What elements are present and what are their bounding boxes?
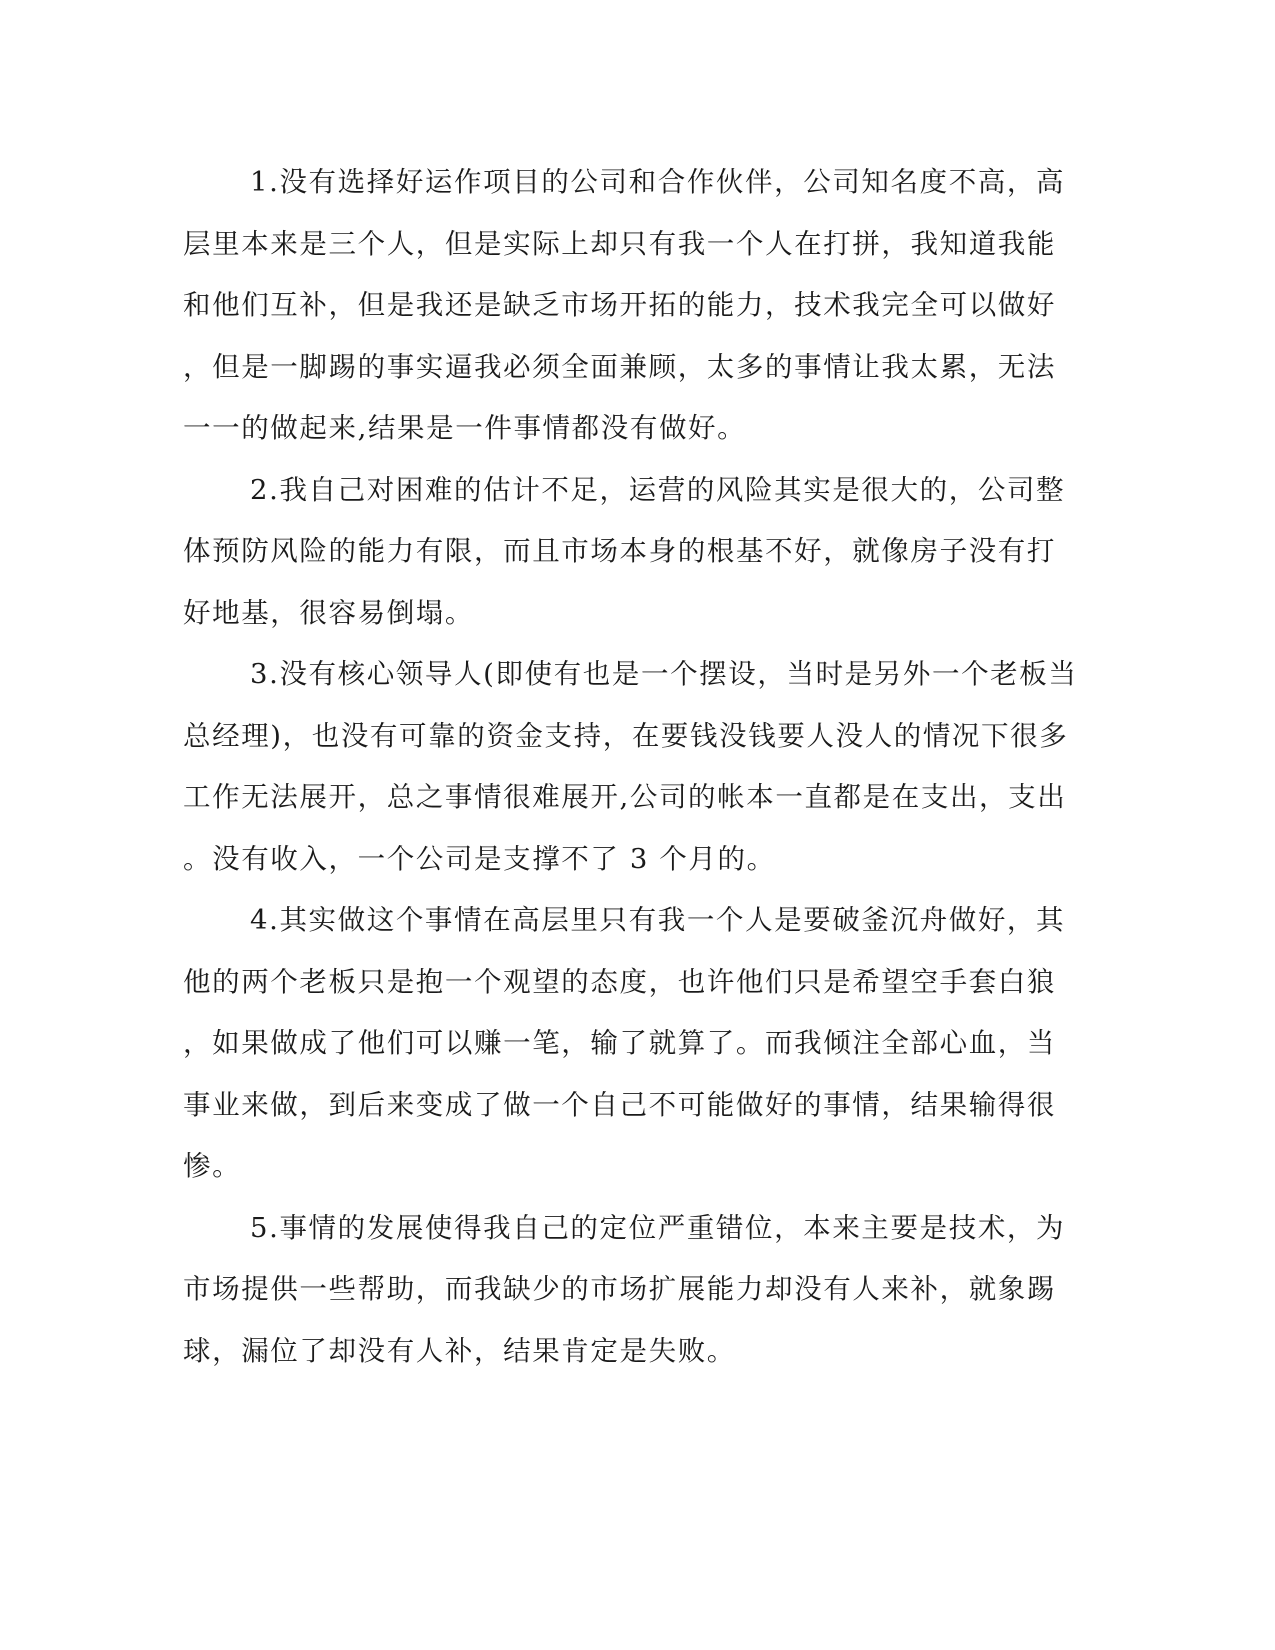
paragraph-4-line-1: 4.其实做这个事情在高层里只有我一个人是要破釜沉舟做好，其	[250, 904, 1066, 936]
paragraph-4-line-4: 事业来做，到后来变成了做一个自己不可能做好的事情，结果输得很	[183, 1088, 1056, 1121]
paragraph-4-line-3: ，如果做成了他们可以赚一笔，输了就算了。而我倾注全部心血，当	[183, 1027, 1056, 1059]
document-body	[183, 152, 1078, 1382]
paragraph-3-line-2: 总经理)，也没有可靠的资金支持，在要钱没钱要人没人的情况下很多	[183, 719, 1069, 752]
paragraph-1-line-3: 和他们互补，但是我还是缺乏市场开拓的能力，技术我完全可以做好	[183, 289, 1056, 321]
paragraph-3-line-1: 3.没有核心领导人(即使有也是一个摆设，当时是另外一个老板当	[250, 658, 1078, 690]
paragraph-5-line-1: 5.事情的发展使得我自己的定位严重错位，本来主要是技术，为	[250, 1211, 1066, 1244]
paragraph-5-line-3: 球，漏位了却没有人补，结果肯定是失败。	[183, 1334, 736, 1367]
paragraph-2-line-1: 2.我自己对困难的估计不足，运营的风险其实是很大的，公司整	[250, 473, 1066, 506]
paragraph-4-line-2: 他的两个老板只是抱一个观望的态度，也许他们只是希望空手套白狼	[183, 965, 1056, 998]
paragraph-1-line-5: 一一的做起来,结果是一件事情都没有做好。	[183, 412, 747, 444]
paragraph-3-line-3: 工作无法展开，总之事情很难展开,公司的帐本一直都是在支出，支出	[183, 781, 1067, 813]
paragraph-2-line-2: 体预防风险的能力有限，而且市场本身的根基不好，就像房子没有打	[183, 535, 1056, 567]
paragraph-5-line-2: 市场提供一些帮助，而我缺少的市场扩展能力却没有人来补，就象踢	[183, 1273, 1056, 1305]
paragraph-3-line-4: 。没有收入，一个公司是支撑不了 3 个月的。	[183, 842, 776, 875]
paragraph-4-line-5: 惨。	[183, 1150, 242, 1182]
paragraph-1-line-2: 层里本来是三个人，但是实际上却只有我一个人在打拼，我知道我能	[183, 227, 1056, 260]
paragraph-2-line-3: 好地基，很容易倒塌。	[183, 596, 474, 629]
paragraph-1-line-4: ，但是一脚踢的事实逼我必须全面兼顾，太多的事情让我太累，无法	[183, 350, 1056, 383]
paragraph-1-line-1: 1.没有选择好运作项目的公司和合作伙伴，公司知名度不高，高	[250, 166, 1066, 198]
